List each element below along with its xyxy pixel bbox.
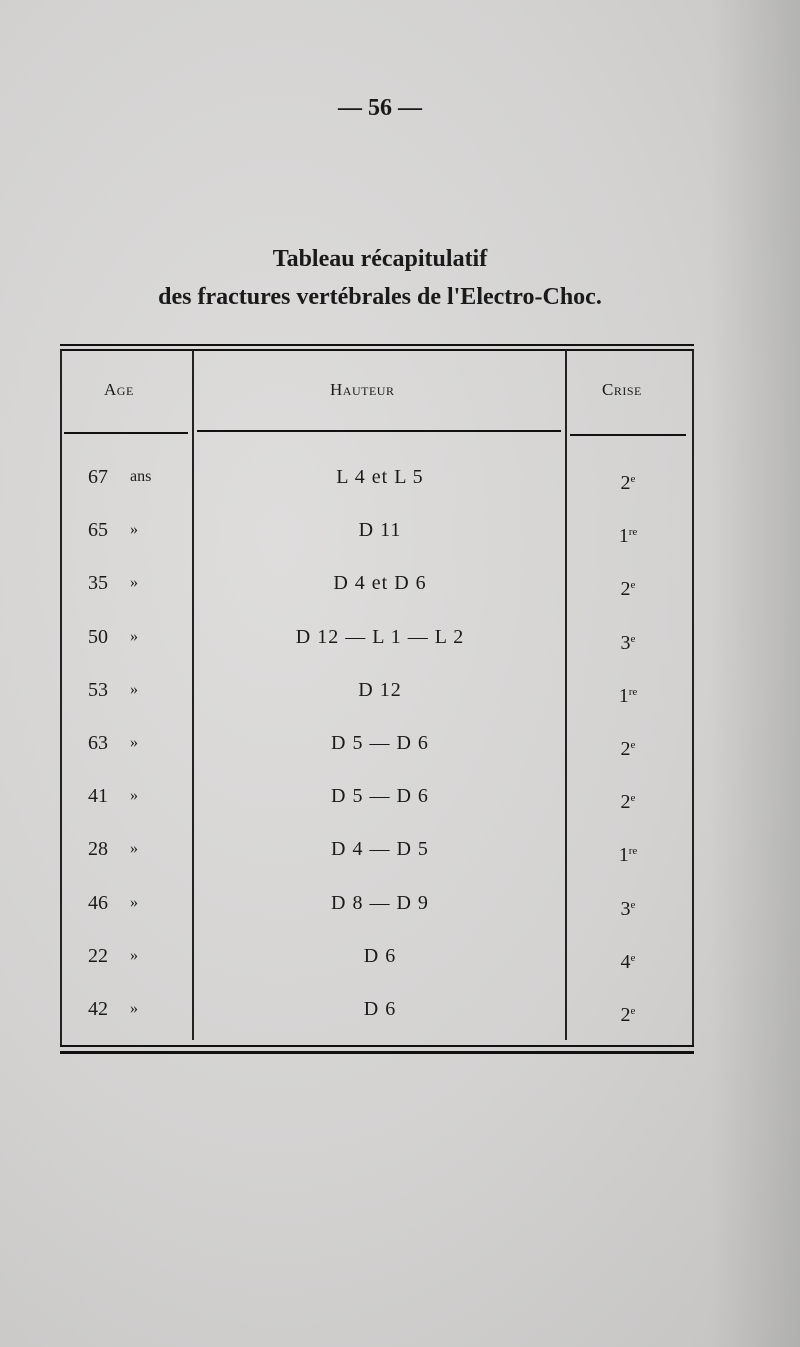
crise-ordinal-suffix: e xyxy=(630,633,636,645)
crise-ordinal-suffix: re xyxy=(628,526,638,538)
crise-ordinal-suffix: e xyxy=(630,899,636,911)
table-bottom-rule-inner xyxy=(60,1051,694,1054)
crise-value xyxy=(568,578,688,601)
age-unit: » xyxy=(130,947,138,964)
age-unit: ans xyxy=(130,468,152,485)
crise-value xyxy=(568,1004,688,1027)
hauteur-value: D 4 et D 6 xyxy=(333,572,427,594)
crise-value xyxy=(568,632,688,655)
crise-ordinal-suffix: e xyxy=(630,1005,636,1017)
crise-number: 1 xyxy=(618,844,629,866)
age-value: 22 xyxy=(88,945,108,967)
crise-number: 1 xyxy=(618,525,629,547)
page-number: — 56 — xyxy=(338,95,422,121)
column-divider-1 xyxy=(192,350,194,1040)
hauteur-value: D 6 xyxy=(363,998,397,1020)
crise-ordinal-suffix: re xyxy=(628,845,638,857)
table-right-border xyxy=(692,350,694,1045)
age-unit: » xyxy=(130,840,138,857)
hauteur-value: D 11 xyxy=(358,519,402,541)
age-value: 46 xyxy=(88,892,108,914)
hauteur-value: L 4 et L 5 xyxy=(336,466,424,488)
crise-ordinal-suffix: e xyxy=(630,739,636,751)
crise-number: 4 xyxy=(620,951,631,973)
age-value: 63 xyxy=(88,732,108,754)
crise-value xyxy=(568,844,688,867)
column-divider-2 xyxy=(565,350,567,1040)
crise-ordinal-suffix: e xyxy=(630,473,636,485)
crise-number: 2 xyxy=(620,472,631,494)
age-unit: » xyxy=(130,521,138,538)
header-rule-crise xyxy=(570,434,686,436)
age-value: 28 xyxy=(88,838,108,860)
crise-ordinal-suffix: e xyxy=(630,792,636,804)
crise-ordinal-suffix: re xyxy=(628,686,638,698)
crise-number: 2 xyxy=(620,1004,631,1026)
age-unit: » xyxy=(130,787,138,804)
table-left-border xyxy=(60,350,62,1045)
age-value: 67 xyxy=(88,466,108,488)
age-unit: » xyxy=(130,628,138,645)
age-value: 35 xyxy=(88,572,108,594)
crise-value xyxy=(568,738,688,761)
hauteur-value: D 4 — D 5 xyxy=(331,838,429,860)
header-hauteur: hauteur xyxy=(330,380,395,399)
crise-number: 3 xyxy=(620,898,631,920)
header-age: Age xyxy=(104,380,134,399)
crise-value xyxy=(568,898,688,921)
age-unit: » xyxy=(130,681,138,698)
age-value: 65 xyxy=(88,519,108,541)
hauteur-value: D 5 — D 6 xyxy=(331,785,429,807)
crise-ordinal-suffix: e xyxy=(630,579,636,591)
crise-value xyxy=(568,951,688,974)
age-unit: » xyxy=(130,574,138,591)
table-title: Tableau récapitulatif xyxy=(272,246,488,272)
hauteur-value: D 12 xyxy=(358,679,402,701)
header-rule-age xyxy=(64,432,188,434)
table-bottom-rule xyxy=(60,1045,694,1047)
age-value: 41 xyxy=(88,785,108,807)
table-top-rule-inner xyxy=(60,349,694,351)
crise-value xyxy=(568,791,688,814)
age-value: 50 xyxy=(88,626,108,648)
header-crise: crise xyxy=(602,380,642,399)
hauteur-value: D 8 — D 9 xyxy=(331,892,429,914)
crise-number: 1 xyxy=(618,685,629,707)
crise-value xyxy=(568,685,688,708)
age-value: 53 xyxy=(88,679,108,701)
hauteur-value: D 6 xyxy=(363,945,397,967)
age-value: 42 xyxy=(88,998,108,1020)
header-rule-hauteur xyxy=(197,430,561,432)
hauteur-value: D 5 — D 6 xyxy=(331,732,429,754)
crise-value xyxy=(568,525,688,548)
age-unit: » xyxy=(130,894,138,911)
crise-number: 2 xyxy=(620,791,631,813)
crise-ordinal-suffix: e xyxy=(630,952,636,964)
crise-value xyxy=(568,472,688,495)
hauteur-value: D 12 — L 1 — L 2 xyxy=(295,626,465,648)
table-top-rule xyxy=(60,344,694,346)
table-subtitle: des fractures vertébrales de l'Electro-Choc. xyxy=(158,284,602,310)
crise-number: 2 xyxy=(620,578,631,600)
crise-number: 3 xyxy=(620,632,631,654)
crise-number: 2 xyxy=(620,738,631,760)
age-unit: » xyxy=(130,1000,138,1017)
age-unit: » xyxy=(130,734,138,751)
